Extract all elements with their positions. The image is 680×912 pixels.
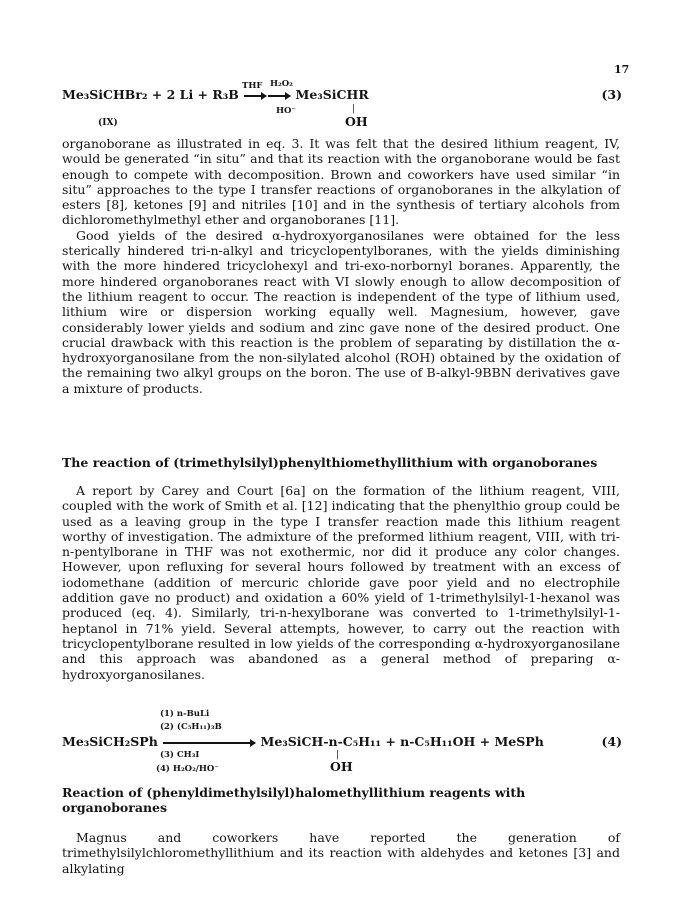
eq3-product: Me₃SiCHR [295, 87, 369, 102]
page-number: 17 [614, 63, 630, 76]
section-heading-1: The reaction of (trimethylsilyl)phenylthiomethyllithium with organoboranes [62, 455, 598, 470]
eq4-products: Me₃SiCH-n-C₅H₁₁ + n-C₅H₁₁OH + MeSPh [260, 734, 544, 749]
eq4-reagent-2: (2) (C₅H₁₁)₃B [160, 722, 222, 732]
eq3-reactants: Me₃SiCHBr₂ + 2 Li + R₃B [62, 87, 239, 102]
eq3-number: (3) [601, 87, 622, 102]
journal-page: 17 THF H₂O₂ Me₃SiCHBr₂ + 2 Li + R₃B Me₃SiCHR (3) HO⁻ | (IX) OH organoborane as illustrated in eq. 3. It was felt that the desired lithium reagent, IV, would be generated “in situ” and that its reaction with the organoborane would be fast enough to compete with decomposition. Brown and coworkers have used similar “in situ” approaches to the type I transfer reactions of organoboranes in the alkylation of esters [8], ketones [9] and nitriles [10] and in the synthesis of tertiary alcohols from dichloromethylmethyl ether and organoboranes [11]. Good yields of the desired α-hydroxyorganosilanes were obtained for the less sterically hindered tri-n-alkyl and tricyclopentylboranes, with the yields diminishing with the more hindered tricyclohexyl and tri-exo-norbornyl boranes. Apparently, the more hindered organoboranes react with VI slowly enough to allow decomposition of the lithium reagent to occur. The reaction is independent of the type of lithium used, lithium wire or dispersion working equally well. Magnesium, however, gave considerably lower yields and sodium and zinc gave none of the desired product. One crucial drawback with this reaction is the problem of separating by distillation the α-hydroxyorganosilane from the non-silylated alcohol (ROH) obtained by the oxidation of the remaining two alkyl groups on the boron. The use of B-alkyl-9BBN derivatives gave a mixture of products. The reaction of (trimethylsilyl)phenylthiomethyllithium with organoboranes A report by Carey and Court [6a] on the formation of the lithium reagent, VIII, coupled with the work of Smith et al. [12] indicating that the phenylthio group could be used as a leaving group in the type I transfer reaction made this lithium reagent worthy of investigation. The admixture of the preformed lithium reagent, VIII, with tri-n-pentylborane in THF was not exothermic, nor did it produce any color changes. However, upon refluxing for several hours followed by treatment with an excess of iodomethane (addition of mercuric chloride gave poor yield and no electrophile addition gave no product) and oxidation a 60% yield of 1-trimethylsilyl-1-hexanol was produced (eq. 4). Similarly, tri-n-hexylborane was converted to 1-trimethylsilyl-1-heptanol in 71% yield. Several attempts, however, to carry out the reaction with tricyclopentylborane resulted in low yields of the corresponding α-hydroxyorganosilane and this approach was abandoned as a general method of preparing α-hydroxyorganosilanes. (1) n-BuLi (2) (C₅H₁₁)₃B (3) CH₃I (4) H₂O₂/HO⁻ Me₃SiCH₂SPh Me₃SiCH-n-C₅H₁₁ + n-C₅H₁₁OH + MeSPh (4) | OH Reaction of (phenyldimethylsilyl)halomethyllithium reagents with organoboranes Magnus and coworkers have reported the generation of trimethylsilylchloromethyllithium and its reaction with aldehydes and ketones [3] and alkylating [62, 63, 630, 876]
eq4-number: (4) [601, 734, 622, 749]
eq4-arrow [163, 742, 255, 744]
paragraph-2: Good yields of the desired α-hydroxyorganosilanes were obtained for the less sterically hindered tri-n-alkyl and tricyclopentylboranes, with the yields diminishing with the more hindered tricyclohexyl and tri-exo-norbornyl boranes. Apparently, the more hindered organoboranes react with VI slowly enough to allow decomposition of the lithium reagent to occur. The reaction is independent of the type of lithium used, lithium wire or dispersion working equally well. Magnesium, however, gave considerably lower yields and sodium and zinc gave none of the desired product. One crucial drawback with this reaction is the problem of separating by distillation the α-hydroxyorganosilane from the non-silylated alcohol (ROH) obtained by the oxidation of the remaining two alkyl groups on the boron. The use of B-alkyl-9BBN derivatives gave a mixture of products. [62, 227, 620, 396]
eq3-compound-label: (IX) [98, 118, 118, 128]
section-heading-2: Reaction of (phenyldimethylsilyl)halomethyllithium reagents with organoboranes [62, 785, 526, 816]
text-block-3 [62, 830, 620, 876]
paragraph-1: organoborane as illustrated in eq. 3. It was felt that the desired lithium reagent, IV, would be generated “in situ” and that its reaction with the organoborane would be fast enough to compete with decomposition. Brown and coworkers have used similar “in situ” approaches to the type I transfer reactions of organoboranes in the alkylation of esters [8], ketones [9] and nitriles [10] and in the synthesis of tertiary alcohols from dichloromethylmethyl ether and organoboranes [11]. [62, 136, 620, 228]
eq3-arrow-2 [268, 95, 290, 97]
eq4-reactant: Me₃SiCH₂SPh [62, 734, 158, 749]
paragraph-4: Magnus and coworkers have reported the generation of trimethylsilylchloromethyllithium and its reaction with aldehydes and ketones [3] and alkylating [62, 830, 620, 876]
eq4-reagent-3: (3) CH₃I [160, 750, 200, 760]
eq3-arrow2-below: HO⁻ [276, 106, 296, 116]
eq3-arrow-1 [244, 95, 266, 97]
text-block-2 [62, 483, 620, 682]
eq3-arrow1-label: THF [242, 81, 263, 91]
eq3-product-oh: OH [345, 114, 368, 129]
eq4-product-oh: OH [330, 759, 353, 774]
paragraph-3: A report by Carey and Court [6a] on the formation of the lithium reagent, VIII, coupled with the work of Smith et al. [12] indicating that the phenylthio group could be used as a leaving group in the type I transfer reaction made this lithium reagent worthy of investigation. The admixture of the preformed lithium reagent, VIII, with tri-n-pentylborane in THF was not exothermic, nor did it produce any color changes. However, upon refluxing for several hours followed by treatment with an excess of iodomethane (addition of mercuric chloride gave poor yield and no electrophile addition gave no product) and oxidation a 60% yield of 1-trimethylsilyl-1-hexanol was produced (eq. 4). Similarly, tri-n-hexylborane was converted to 1-trimethylsilyl-1-heptanol in 71% yield. Several attempts, however, to carry out the reaction with tricyclopentylborane resulted in low yields of the corresponding α-hydroxyorganosilane and this approach was abandoned as a general method of preparing α-hydroxyorganosilanes. [62, 483, 620, 682]
eq3-arrow2-label: H₂O₂ [270, 79, 293, 89]
eq4-reagent-4: (4) H₂O₂/HO⁻ [156, 764, 219, 774]
eq4-reagent-1: (1) n-BuLi [160, 709, 210, 719]
text-block-1 [62, 136, 620, 396]
